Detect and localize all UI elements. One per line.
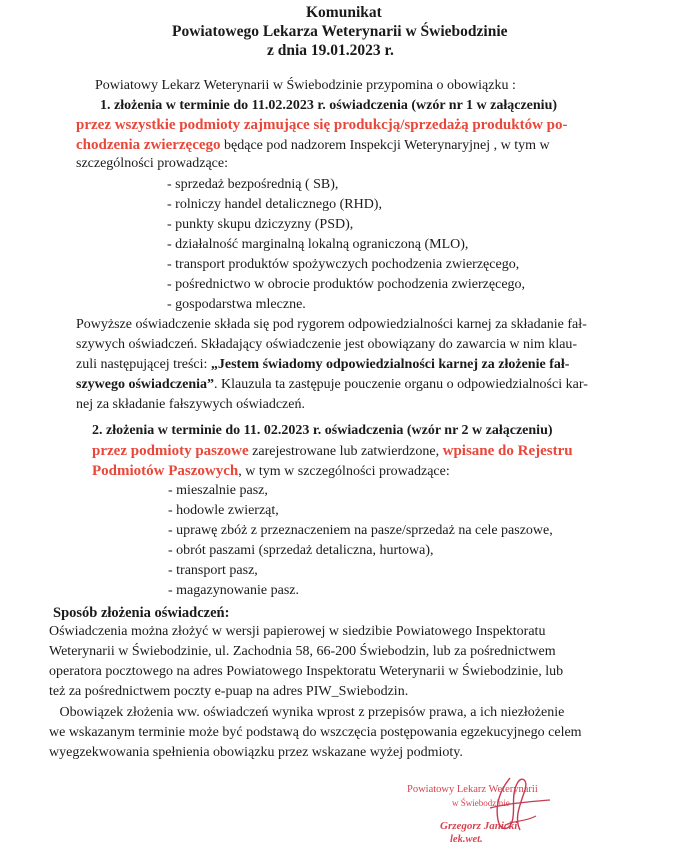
doc-date: z dnia 19.01.2023 r. — [267, 42, 394, 59]
section1-line2-rest: będące pod nadzorem Inspekcji Weterynaryjnej , w tym w — [220, 138, 550, 153]
section1-para-line4 — [76, 377, 588, 393]
section2-line1-mid: zarejestrowane lub zatwierdzone, — [248, 444, 443, 459]
stamp-line4: lek.wet. — [450, 834, 483, 845]
stamp-line1: Powiatowy Lekarz Weterynarii — [407, 784, 538, 795]
method-line: Obowiązek złożenia ww. oświadczeń wynika wprost z przepisów prawa, a ich niezłożenie — [49, 705, 565, 720]
list-item: - uprawę zbóż z przeznaczeniem na pasze/sprzedaż na cele paszowe, — [168, 523, 553, 538]
list-item: - mieszalnie pasz, — [168, 483, 268, 498]
section1-red-line2: chodzenia zwierzęcego — [76, 137, 221, 153]
section1-line2 — [76, 137, 550, 154]
list-item: - hodowle zwierząt, — [168, 503, 279, 518]
section1-para-line1: Powyższe oświadczenie składa się pod rygorem odpowiedzialności karnej za składanie fał- — [76, 317, 587, 332]
section1-para-line5: nej za składanie fałszywych oświadczeń. — [76, 397, 305, 412]
section1-clause-part1: „Jestem świadomy odpowiedzialności karnej za złożenie fał- — [210, 357, 570, 372]
list-item: - magazynowanie pasz. — [168, 583, 299, 598]
list-item: - gospodarstwa mleczne. — [167, 297, 306, 312]
section2-red-feed: przez podmioty paszowe — [92, 443, 249, 459]
method-heading: Sposób złożenia oświadczeń: — [53, 605, 230, 621]
section1-para-line2: szywych oświadczeń. Składający oświadczenie jest obowiązany do zawarcia w nim klau- — [76, 337, 578, 352]
doc-title: Komunikat — [306, 4, 382, 21]
method-line: wyegzekwowania spełnienia obowiązku przez wskazane wyżej podmioty. — [49, 745, 463, 760]
list-item: - działalność marginalną lokalną ograniczoną (MLO), — [167, 237, 469, 252]
section2-heading: 2. złożenia w terminie do 11. 02.2023 r. oświadczenia (wzór nr 2 w załączeniu) — [92, 423, 553, 438]
list-item: - pośrednictwo w obrocie produktów pochodzenia zwierzęcego, — [167, 277, 526, 292]
section1-clause-part2: szywego oświadczenia” — [76, 377, 215, 392]
list-item: - sprzedaż bezpośrednią ( SB), — [167, 177, 339, 192]
section1-para-line4b: . Klauzula ta zastępuje pouczenie organu o odpowiedzialności kar- — [214, 377, 588, 392]
method-line: też za pośrednictwem poczty e-puap na adres PIW_Swiebodzin. — [49, 684, 409, 699]
list-item: - punkty skupu dziczyzny (PSD), — [167, 217, 354, 232]
section1-red-line1: przez wszystkie podmioty zajmujące się produkcją/sprzedażą produktów po- — [76, 117, 568, 133]
method-line: Oświadczenia można złożyć w wersji papierowej w siedzibie Powiatowego Inspektoratu — [49, 624, 546, 639]
doc-subtitle: Powiatowego Lekarza Weterynarii w Świebodzinie — [172, 23, 508, 40]
intro-text: Powiatowy Lekarz Weterynarii w Świebodzinie przypomina o obowiązku : — [95, 78, 516, 93]
stamp-line2: w Świebodzinie — [452, 798, 510, 808]
list-item: - transport pasz, — [168, 563, 258, 578]
list-item: - rolniczy handel detalicznego (RHD), — [167, 197, 382, 212]
section2-red-register-name: Podmiotów Paszowych — [92, 463, 239, 479]
handwritten-signature — [470, 770, 560, 840]
section2-line2 — [92, 463, 450, 480]
method-line: operatora pocztowego na adres Powiatowego Inspektoratu Weterynarii w Świebodzinie, lub — [49, 664, 564, 679]
method-line: Weterynarii w Świebodzinie, ul. Zachodnia 58, 66-200 Świebodzin, lub za pośrednictwem — [49, 644, 556, 659]
section2-line1 — [92, 443, 573, 460]
section1-para-line3 — [76, 357, 569, 373]
stamp-line3: Grzegorz Janicki — [440, 820, 518, 832]
list-item: - transport produktów spożywczych pochodzenia zwierzęcego, — [167, 257, 520, 272]
section1-heading: 1. złożenia w terminie do 11.02.2023 r. oświadczenia (wzór nr 1 w załączeniu) — [100, 98, 558, 113]
section1-para-line3a: zuli następującej treści: — [76, 357, 211, 372]
section1-line3: szczególności prowadzące: — [76, 156, 228, 171]
list-item: - obrót paszami (sprzedaż detaliczna, hurtowa), — [168, 543, 434, 558]
section2-line2-rest: , w tym w szczególności prowadzące: — [238, 464, 450, 479]
section2-red-register: wpisane do Rejestru — [442, 443, 573, 459]
method-line: we wskazanym terminie może być podstawą do wszczęcia postępowania egzekucyjnego celem — [49, 725, 582, 740]
